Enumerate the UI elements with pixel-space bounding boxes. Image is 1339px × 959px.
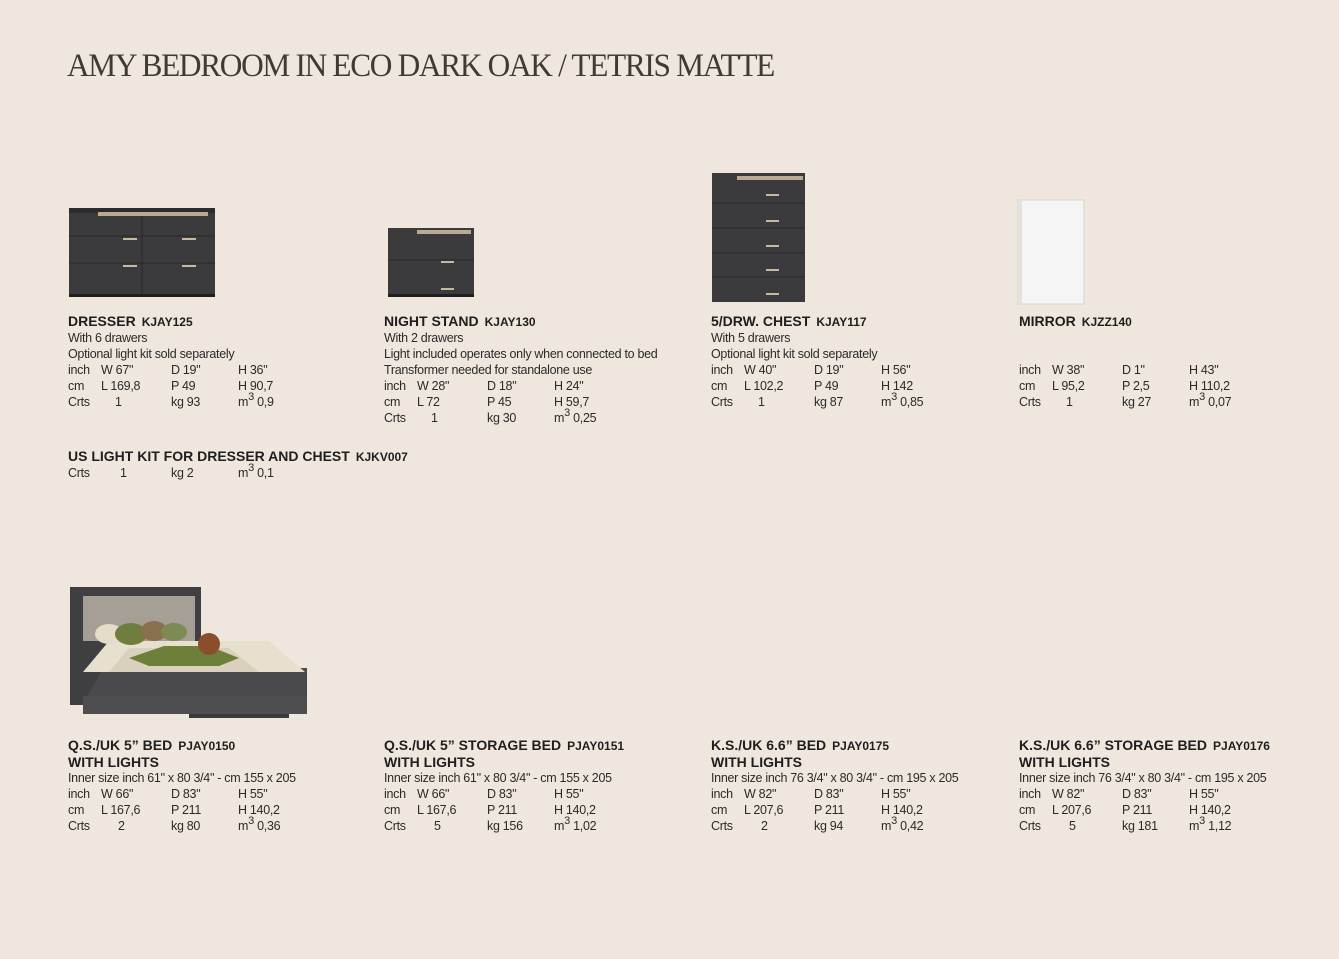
product-name: US LIGHT KIT FOR DRESSER AND CHEST KJKV007 bbox=[68, 448, 408, 464]
product-name: DRESSER KJAY125 bbox=[68, 313, 193, 329]
spec-row-inch: inch W 66" D 83" H 55" bbox=[68, 787, 268, 801]
spec-row-inch: inch W 66" D 83" H 55" bbox=[384, 787, 584, 801]
product-note: With 6 drawers bbox=[68, 331, 148, 345]
product-code: KJAY130 bbox=[484, 315, 536, 329]
product-note: Inner size inch 76 3/4" x 80 3/4" - cm 195 x 205 bbox=[711, 771, 959, 785]
product-note: Inner size inch 61" x 80 3/4" - cm 155 x 205 bbox=[384, 771, 612, 785]
spec-row-cm: cm L 95,2 P 2,5 H 110,2 bbox=[1019, 379, 1230, 393]
product-ks-bed bbox=[711, 737, 1011, 834]
spec-row-crts: Crts 1 kg 87 $m^3$ 0,85 bbox=[711, 390, 924, 409]
spec-row-crts: Crts 5 kg 156 $m^3$ 1,02 bbox=[384, 814, 597, 833]
spec-row-crts: Crts 1 kg 27 $m^3$ 0,07 bbox=[1019, 390, 1232, 409]
spec-row-cm: cm L 167,6 P 211 H 140,2 bbox=[384, 803, 596, 817]
product-note: Inner size inch 61" x 80 3/4" - cm 155 x 205 bbox=[68, 771, 296, 785]
spec-row-inch: inch W 82" D 83" H 55" bbox=[711, 787, 911, 801]
spec-row-cm: cm L 207,6 P 211 H 140,2 bbox=[1019, 803, 1231, 817]
spec-row-inch: inch W 67" D 19" H 36" bbox=[68, 363, 268, 377]
spec-row-inch: inch W 28" D 18" H 24" bbox=[384, 379, 584, 393]
dresser-image bbox=[68, 206, 217, 300]
product-note: Transformer needed for standalone use bbox=[384, 363, 593, 377]
product-code: PJAY0151 bbox=[567, 739, 625, 753]
spec-row-crts: Crts 5 kg 181 $m^3$ 1,12 bbox=[1019, 814, 1232, 833]
product-code: PJAY0175 bbox=[832, 739, 890, 753]
product-light-kit bbox=[68, 448, 468, 481]
product-qs-bed bbox=[68, 737, 368, 834]
product-qs-storage-bed bbox=[384, 737, 684, 834]
spec-row-cm: cm L 169,8 P 49 H 90,7 bbox=[68, 379, 274, 393]
product-name: K.S./UK 6.6” BED PJAY0175 bbox=[711, 737, 890, 753]
page-title: AMY BEDROOM IN ECO DARK OAK / TETRIS MATTE bbox=[67, 48, 775, 84]
product-name: K.S./UK 6.6” STORAGE BED PJAY0176 bbox=[1019, 737, 1270, 753]
product-note: With 2 drawers bbox=[384, 331, 464, 345]
product-code: PJAY0176 bbox=[1213, 739, 1270, 753]
chest-image bbox=[711, 172, 807, 305]
spec-row-crts: Crts 2 kg 80 $m^3$ 0,36 bbox=[68, 814, 281, 833]
product-name: Q.S./UK 5” BED PJAY0150 bbox=[68, 737, 236, 753]
product-note: Optional light kit sold separately bbox=[711, 347, 878, 361]
night-stand-image bbox=[387, 226, 476, 298]
product-ks-storage-bed bbox=[1019, 737, 1319, 834]
product-code: KJZZ140 bbox=[1081, 315, 1132, 329]
product-name: Q.S./UK 5” STORAGE BED PJAY0151 bbox=[384, 737, 625, 753]
spec-row-cm: cm L 207,6 P 211 H 140,2 bbox=[711, 803, 923, 817]
product-name-line2: WITH LIGHTS bbox=[68, 754, 159, 770]
product-name-line2: WITH LIGHTS bbox=[1019, 754, 1110, 770]
spec-row-cm: cm L 102,2 P 49 H 142 bbox=[711, 379, 913, 393]
product-code: PJAY0150 bbox=[178, 739, 236, 753]
product-chest bbox=[711, 313, 1011, 410]
spec-row-crts: Crts 1 kg 2 $m^3$ 0,1 bbox=[68, 461, 274, 480]
spec-row-crts: Crts 1 kg 93 $m^3$ 0,9 bbox=[68, 390, 274, 409]
product-mirror bbox=[1019, 313, 1299, 410]
product-name: NIGHT STAND KJAY130 bbox=[384, 313, 536, 329]
product-note: With 5 drawers bbox=[711, 331, 791, 345]
spec-row-crts: Crts 2 kg 94 $m^3$ 0,42 bbox=[711, 814, 924, 833]
product-dresser bbox=[68, 313, 368, 410]
product-code: KJKV007 bbox=[355, 450, 408, 464]
product-code: KJAY125 bbox=[141, 315, 193, 329]
spec-row-cm: cm L 167,6 P 211 H 140,2 bbox=[68, 803, 280, 817]
spec-row-inch: inch W 82" D 83" H 55" bbox=[1019, 787, 1219, 801]
product-note: Inner size inch 76 3/4" x 80 3/4" - cm 195 x 205 bbox=[1019, 771, 1267, 785]
product-code: KJAY117 bbox=[816, 315, 867, 329]
product-name-line2: WITH LIGHTS bbox=[384, 754, 475, 770]
product-name-line2: WITH LIGHTS bbox=[711, 754, 802, 770]
spec-row-crts: Crts 1 kg 30 $m^3$ 0,25 bbox=[384, 406, 597, 425]
bed-image bbox=[69, 586, 309, 720]
product-name: MIRROR KJZZ140 bbox=[1019, 313, 1132, 329]
product-name: 5/DRW. CHEST KJAY117 bbox=[711, 313, 867, 329]
product-night-stand bbox=[384, 313, 694, 426]
mirror-image bbox=[1017, 199, 1085, 305]
product-note: Light included operates only when connected to bed bbox=[384, 347, 658, 361]
product-note: Optional light kit sold separately bbox=[68, 347, 235, 361]
spec-row-inch: inch W 38" D 1" H 43" bbox=[1019, 363, 1219, 377]
spec-row-inch: inch W 40" D 19" H 56" bbox=[711, 363, 911, 377]
spec-row-cm: cm L 72 P 45 H 59,7 bbox=[384, 395, 590, 409]
